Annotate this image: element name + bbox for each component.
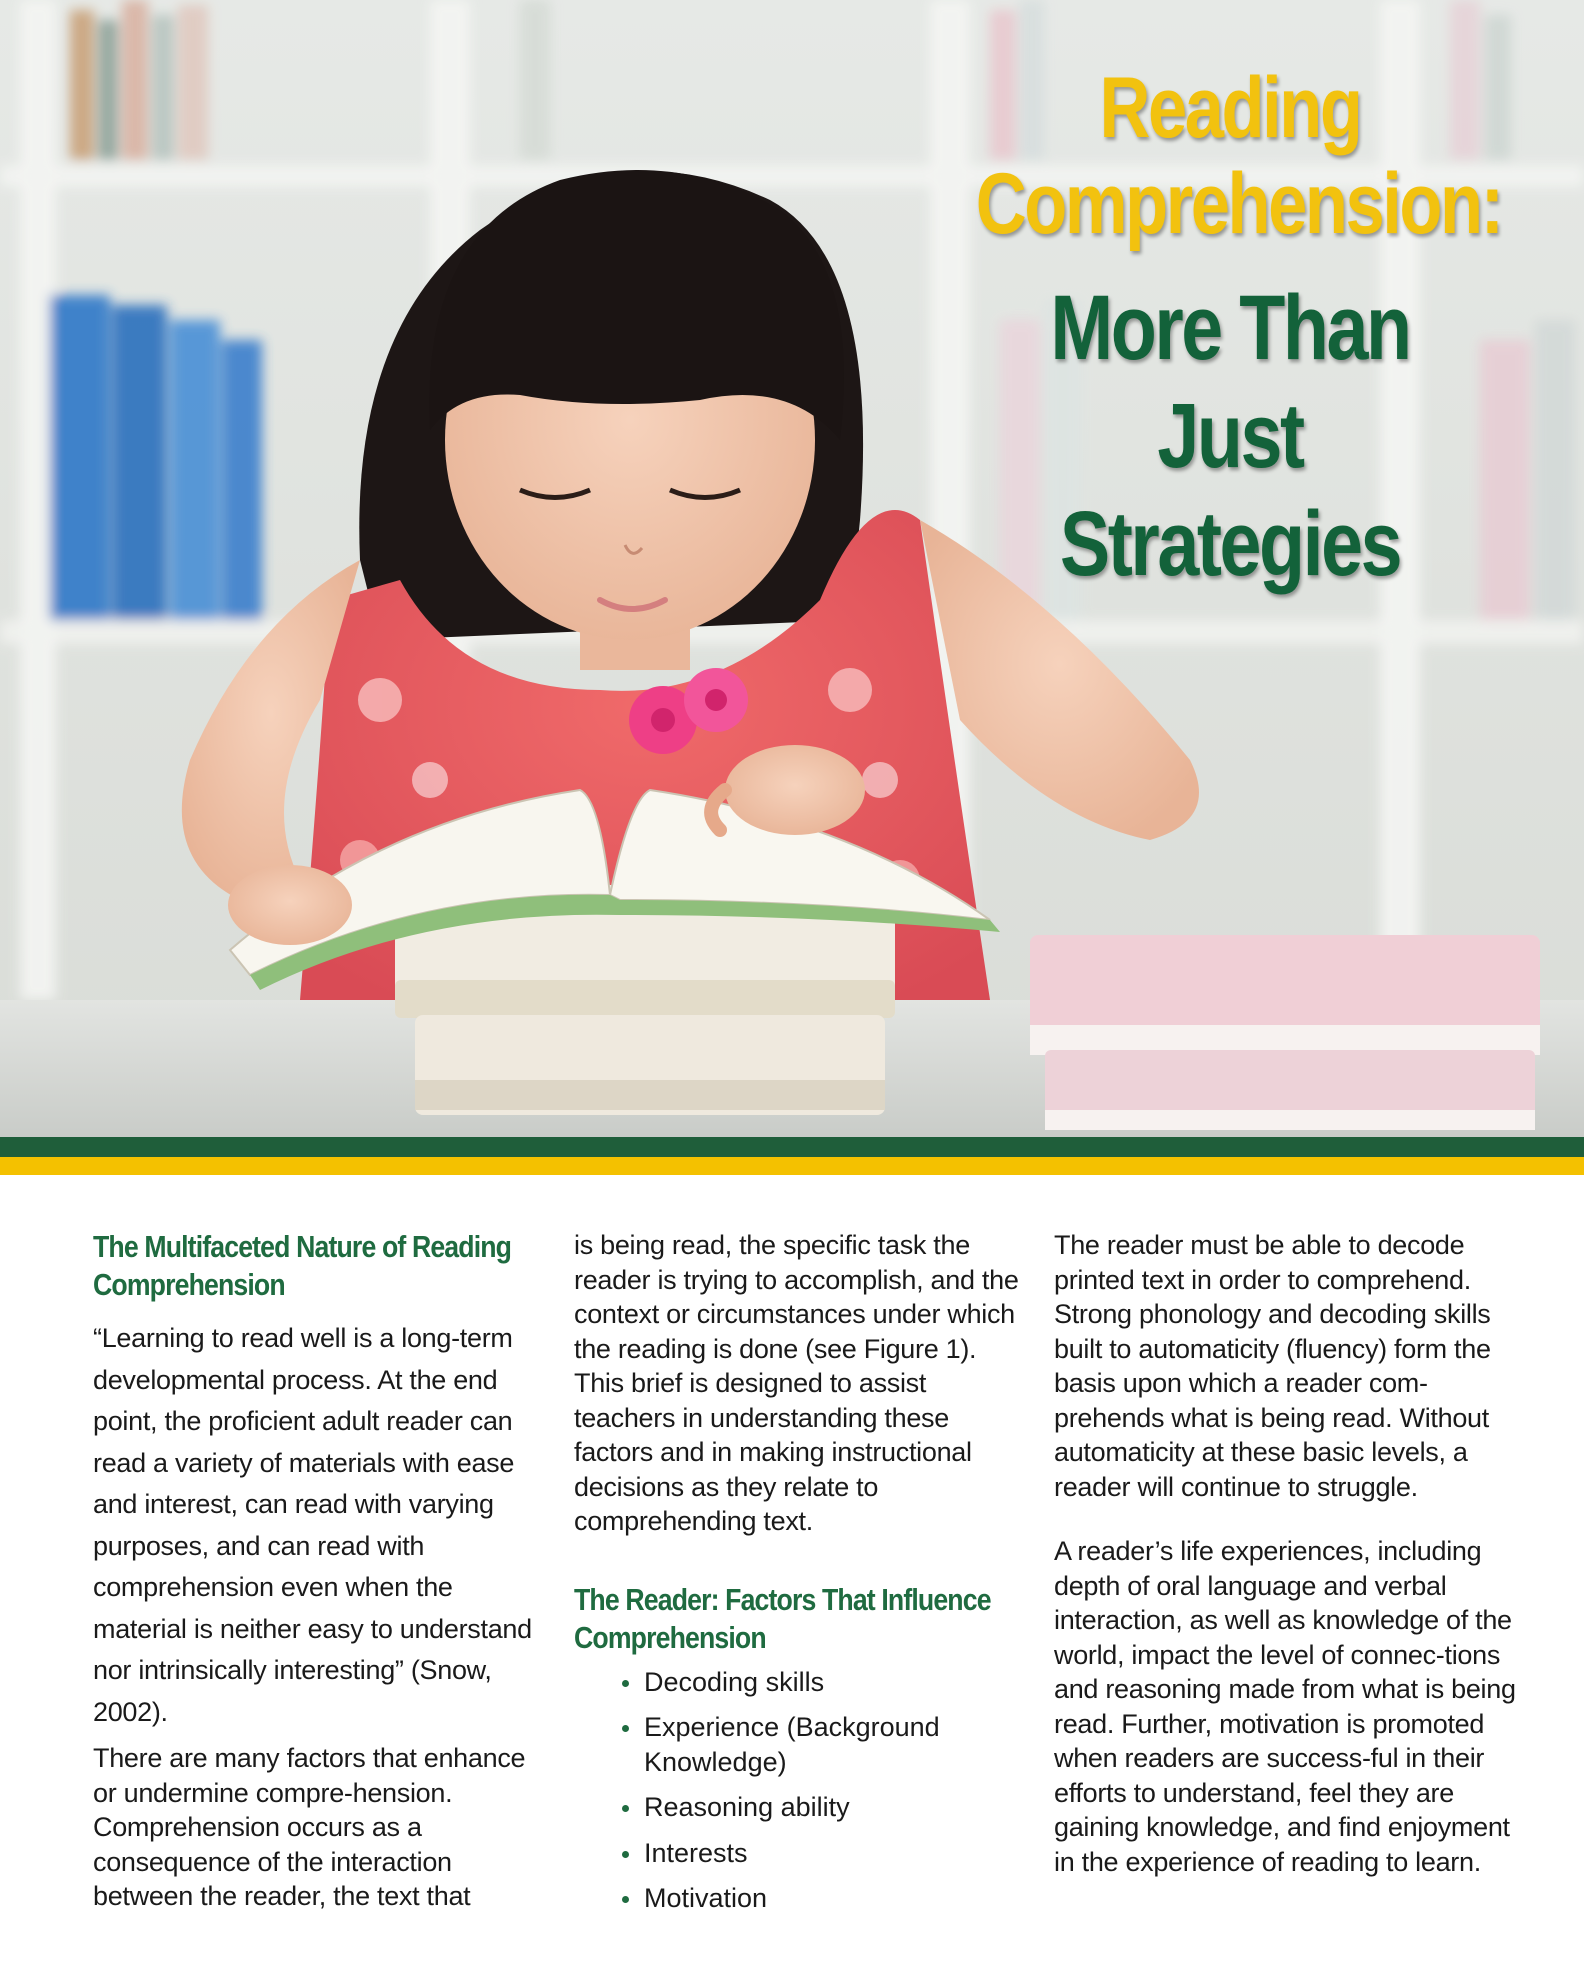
title-yellow-part [975, 60, 1502, 252]
title-line-1: Reading [1099, 60, 1361, 156]
life-experiences-paragraph: A reader’s life experiences, including depth of oral language and verbal interaction, as well as knowledge of the world, impact the level of connec-tions and reasoning made from what is being read. Further, motivation is promoted when readers are success-ful in their efforts to understand, feel they are gaining knowledge, and find enjoyment in the experience of reading to learn. [1054, 1536, 1516, 1877]
list-item: Motivation [624, 1881, 1024, 1916]
continued-paragraph: is being read, the specific task the reader is trying to accomplish, and the context or circumstances under which the reading is done (see Figure 1). This brief is designed to assist teachers in understanding these factors and in making instructional decisions as they relate to comprehending text. [574, 1230, 1019, 1536]
text-column-3 [1054, 1228, 1524, 1879]
text-column-1 [93, 1228, 533, 1914]
text-column-2 [574, 1228, 1024, 1927]
section-heading-multifaceted: The Multifaceted Nature of Reading Comprehension [93, 1229, 512, 1302]
yellow-divider-stripe [0, 1157, 1584, 1175]
decoding-paragraph: The reader must be able to decode printed text in order to comprehend. Strong phonology and decoding skills built to automaticity (fluency) form the basis upon which a reader com-prehends what is being read. Without automaticity at these basic levels, a reader will continue to struggle. [1054, 1230, 1491, 1502]
title-line-2: Comprehension: [975, 156, 1502, 252]
title-green-part [976, 274, 1484, 598]
section-heading-reader-factors: The Reader: Factors That Influence Comprehension [574, 1581, 991, 1655]
factors-paragraph: There are many factors that enhance or undermine compre-hension. Comprehension occurs as a consequence of the interaction between the reader, the text that [93, 1743, 526, 1911]
title-line-4: Strategies [1059, 493, 1401, 595]
snow-quote-paragraph: “Learning to read well is a long-term developmental process. At the end point, the proficient adult reader can read a variety of materials with ease and interest, can read with varying purposes, and can read with comprehension even when the material is neither easy to understand nor intrinsically interesting” (Snow, 2002). [93, 1323, 532, 1727]
reader-factors-list [624, 1665, 1024, 1916]
title-line-3: More Than Just [1050, 277, 1410, 487]
page-title [920, 60, 1540, 598]
list-item: Decoding skills [624, 1665, 1024, 1700]
green-divider-stripe [0, 1137, 1584, 1157]
list-item: Experience (Background Knowledge) [624, 1710, 1024, 1779]
list-item: Interests [624, 1836, 1024, 1871]
list-item: Reasoning ability [624, 1790, 1024, 1825]
